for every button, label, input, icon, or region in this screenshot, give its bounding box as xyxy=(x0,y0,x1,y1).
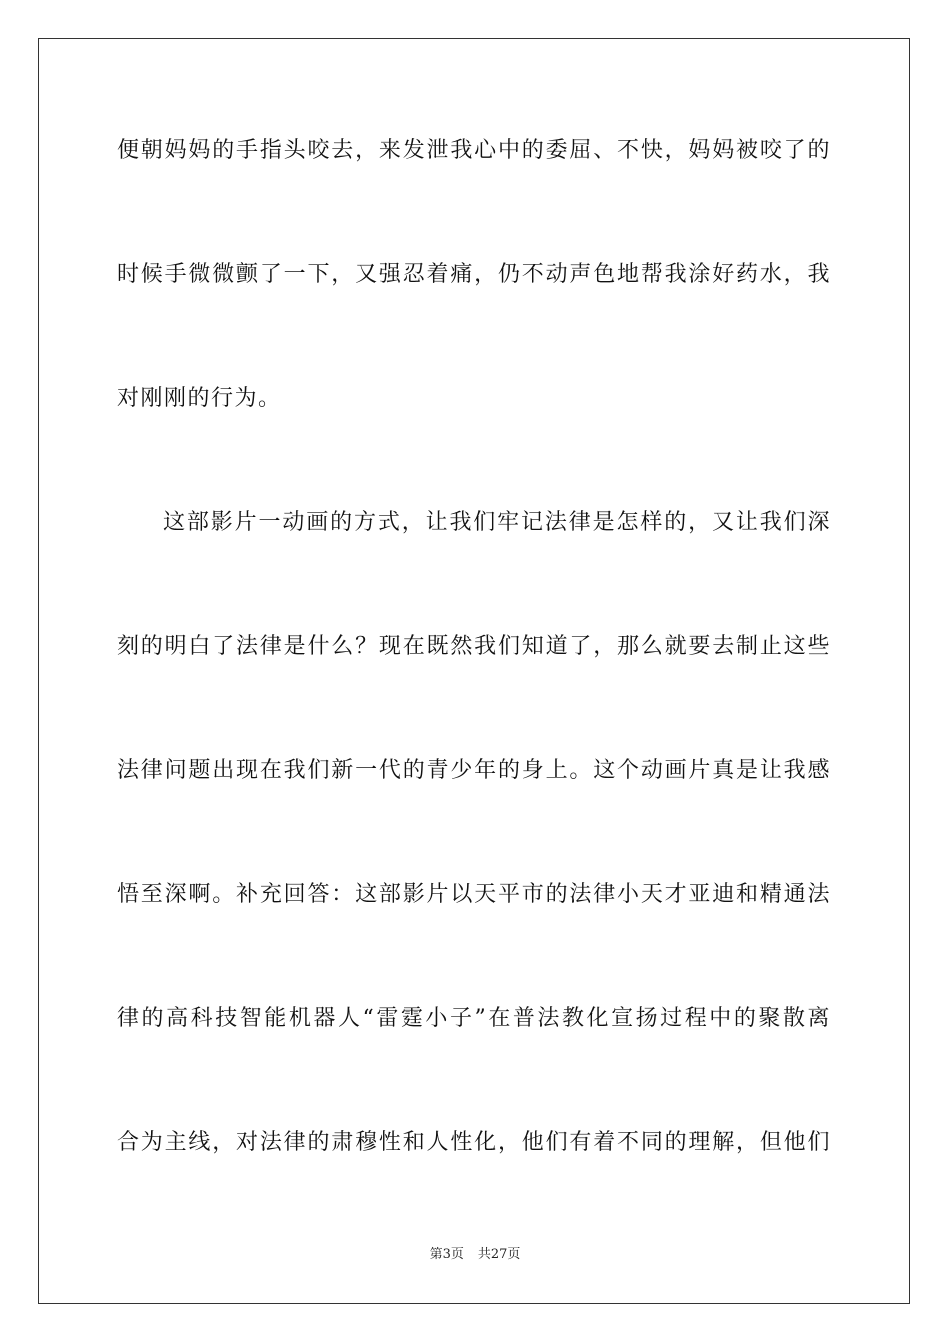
body-text-line-1: 便朝妈妈的手指头咬去，来发泄我心中的委屈、不快，妈妈被咬了的 xyxy=(117,138,831,163)
body-text-line-9: 合为主线，对法律的肃穆性和人性化，他们有着不同的理解，但他们 xyxy=(117,1130,831,1155)
page-footer xyxy=(0,1246,950,1264)
body-text-line-5: 刻的明白了法律是什么？现在既然我们知道了，那么就要去制止这些 xyxy=(117,634,831,659)
body-text-line-4: 这部影片一动画的方式，让我们牢记法律是怎样的，又让我们深 xyxy=(163,510,831,535)
body-text-line-6: 法律问题出现在我们新一代的青少年的身上。这个动画片真是让我感 xyxy=(117,758,831,783)
body-text-line-7: 悟至深啊。补充回答：这部影片以天平市的法律小天才亚迪和精通法 xyxy=(117,882,831,907)
page-total: 共27页 xyxy=(477,1247,521,1262)
body-text-line-2: 时候手微微颤了一下，又强忍着痛，仍不动声色地帮我涂好药水，我 xyxy=(117,262,831,287)
page-number: 第3页 xyxy=(429,1247,464,1262)
body-text-line-3: 对刚刚的行为。 xyxy=(117,386,282,411)
body-text-line-8: 律的高科技智能机器人“雷霆小子”在普法教化宣扬过程中的聚散离 xyxy=(117,1006,831,1031)
page-border xyxy=(38,38,910,1304)
